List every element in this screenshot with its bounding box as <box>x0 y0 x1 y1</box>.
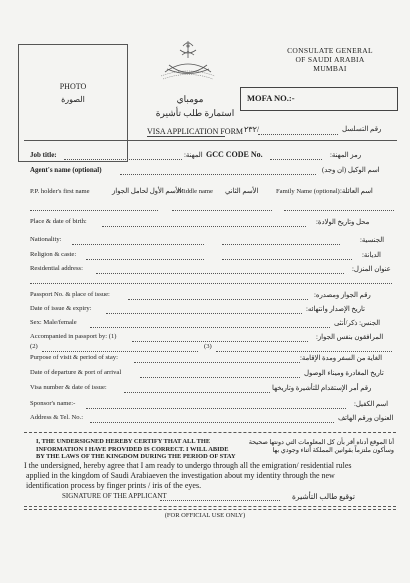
declaration-line-1: I, THE UNDERSIGNED HEREBY CERTIFY THAT ALL THE <box>36 438 211 445</box>
address-tel-ar: العنوان ورقم الهاتف <box>338 415 394 422</box>
sex-field[interactable] <box>90 327 330 328</box>
birth-field[interactable] <box>102 226 306 227</box>
photo-label: PHOTO <box>59 82 87 91</box>
serial-label-ar: رقم التسلسل <box>342 125 382 133</box>
purpose-label: Purpose of visit & period of stay: <box>30 354 118 361</box>
birth-label: Place & date of birth: <box>30 218 87 225</box>
agreement-text <box>24 461 352 490</box>
mofa-label: MOFA NO.:- <box>247 93 295 103</box>
declaration-ar-line-1: أنا الموقع أدناه أقر بأن كل المعلومات التي دونتها صحيحة <box>248 439 394 446</box>
address-label: Residential address: <box>30 265 83 272</box>
departure-field[interactable] <box>140 377 300 378</box>
purpose-field[interactable] <box>134 362 300 363</box>
address-tel-field[interactable] <box>90 422 334 423</box>
passport-field[interactable] <box>128 299 308 300</box>
religion-field[interactable] <box>86 259 204 260</box>
declaration-line-3: BY THE LAWS OF THE KINGDOM DURING THE PERIOD OF STAY <box>36 453 236 460</box>
passport-label: Passport No. & place of issue: <box>30 291 110 298</box>
mofa-number-box[interactable] <box>240 87 398 111</box>
family-name-field[interactable] <box>284 210 394 211</box>
signature-label: SIGNATURE OF THE APPLICANT <box>62 492 167 500</box>
consulate-line-2: OF SAUDI ARABIA <box>295 55 365 64</box>
sponsor-label: Sponsor's name:- <box>30 400 76 407</box>
sex-ar: الجنس: ذكر/أنثى <box>334 320 381 327</box>
first-name-field[interactable] <box>30 210 158 211</box>
middle-name-field[interactable] <box>172 210 272 211</box>
visa-number-ar: رقم أمر الإستقدام للتأشيرة وتاريخها <box>272 385 372 392</box>
form-title-arabic: استمارة طلب تأشيرة <box>155 108 235 118</box>
departure-ar: تاريخ المغادرة وميناء الوصول <box>304 370 384 377</box>
agent-name-field[interactable] <box>120 174 316 175</box>
sponsor-ar: اسم الكفيل: <box>354 401 389 408</box>
declaration-ar <box>222 439 394 455</box>
consulate-line-3: MUMBAI <box>313 64 347 73</box>
gcc-code-field[interactable] <box>270 159 322 160</box>
first-name-label: P.P. holder's first name <box>30 188 90 195</box>
agreement-line-1: I the undersigned, hereby agree that I am ready to undergo through all the emigration/ residential rules <box>24 461 352 470</box>
religion-ar: الديانة: <box>362 252 381 259</box>
middle-name-label: Middle name <box>178 188 213 195</box>
accompanied-2-label: (2) <box>30 343 38 350</box>
consulate-line-1: CONSULATE GENERAL <box>287 46 373 55</box>
agent-name-label: Agent's name (optional) <box>30 166 102 174</box>
job-title-ar: المهنة: <box>184 152 203 159</box>
declaration-line-2: INFORMATION I HAVE PROVIDED IS CORRECT. I WILL ABIDE <box>36 445 229 453</box>
visa-number-label: Visa number & date of issue: <box>30 384 107 391</box>
purpose-ar: الغاية من السفر ومدة الإقامة: <box>300 355 382 362</box>
agreement-line-3: identification process by finger prints / iris of the eyes. <box>26 480 202 490</box>
declaration-en <box>36 438 236 461</box>
nationality-label: Nationality: <box>30 236 62 243</box>
issue-expiry-label: Date of issue & expiry: <box>30 305 92 312</box>
saudi-emblem-icon <box>155 38 221 84</box>
family-name-label: Family Name (optional) <box>276 188 340 195</box>
accompanied-3-label: (3) <box>204 343 212 350</box>
sex-label: Sex: Male/female <box>30 319 77 326</box>
consulate-heading <box>270 46 390 73</box>
address-field[interactable] <box>96 273 344 274</box>
signature-label-ar: توقيع طالب التأشيرة <box>292 492 355 501</box>
address-tel-label: Address & Tel. No.: <box>30 414 84 421</box>
photo-box <box>18 44 128 162</box>
accompanied-field-3[interactable] <box>216 351 392 352</box>
family-name-ar: اسم العائلة: <box>340 188 373 195</box>
first-name-ar: الأسم الأول لحامل الجواز <box>112 188 182 195</box>
photo-label-ar: الصورة <box>61 95 85 104</box>
address-ar: عنوان المنزل: <box>352 266 391 273</box>
departure-label: Date of departure & port of arrival <box>30 369 122 376</box>
job-code-ar: رمز المهنة: <box>330 152 361 159</box>
sponsor-field[interactable] <box>86 408 346 409</box>
middle-name-ar: الأسم الثاني <box>225 188 259 195</box>
nationality-field[interactable] <box>72 244 204 245</box>
issue-expiry-field[interactable] <box>106 313 302 314</box>
declaration-ar-line-2: وسأكون ملتزماً بقوانين المملكة أثناء وجودي بها <box>272 447 394 454</box>
nationality-ar: الجنسية: <box>360 237 385 244</box>
passport-ar: رقم الجواز ومصدره: <box>314 292 371 299</box>
city-arabic: مومباي <box>176 94 204 104</box>
visa-number-field[interactable] <box>124 392 270 393</box>
form-title: VISA APPLICATION FORM <box>147 127 244 136</box>
agreement-line-2: applied in the kingdom of Saudi Arabiaeven the investigation about my identity through the new <box>26 470 335 480</box>
job-title-label: Job title: <box>30 151 57 159</box>
accompanied-label: Accompanied in passport by: (1) <box>30 333 117 340</box>
serial-number: ٢٣٢/ <box>244 125 260 134</box>
accompanied-field-1[interactable] <box>132 341 308 342</box>
agent-name-ar: اسم الوكيل (ان وجد) <box>322 167 380 174</box>
gcc-code-label: GCC CODE No. <box>206 150 263 159</box>
official-use-label: (FOR OFFICIAL USE ONLY) <box>164 512 246 519</box>
accompanied-field-2[interactable] <box>42 351 198 352</box>
issue-expiry-ar: تاريخ الإصدار وانتهائه: <box>306 306 365 313</box>
birth-ar: محل وتاريخ الولادة: <box>316 219 370 226</box>
religion-label: Religion & caste: <box>30 251 77 258</box>
signature-field[interactable] <box>160 500 280 501</box>
accompanied-ar: المرافقون بنفس الجواز: <box>316 334 384 341</box>
